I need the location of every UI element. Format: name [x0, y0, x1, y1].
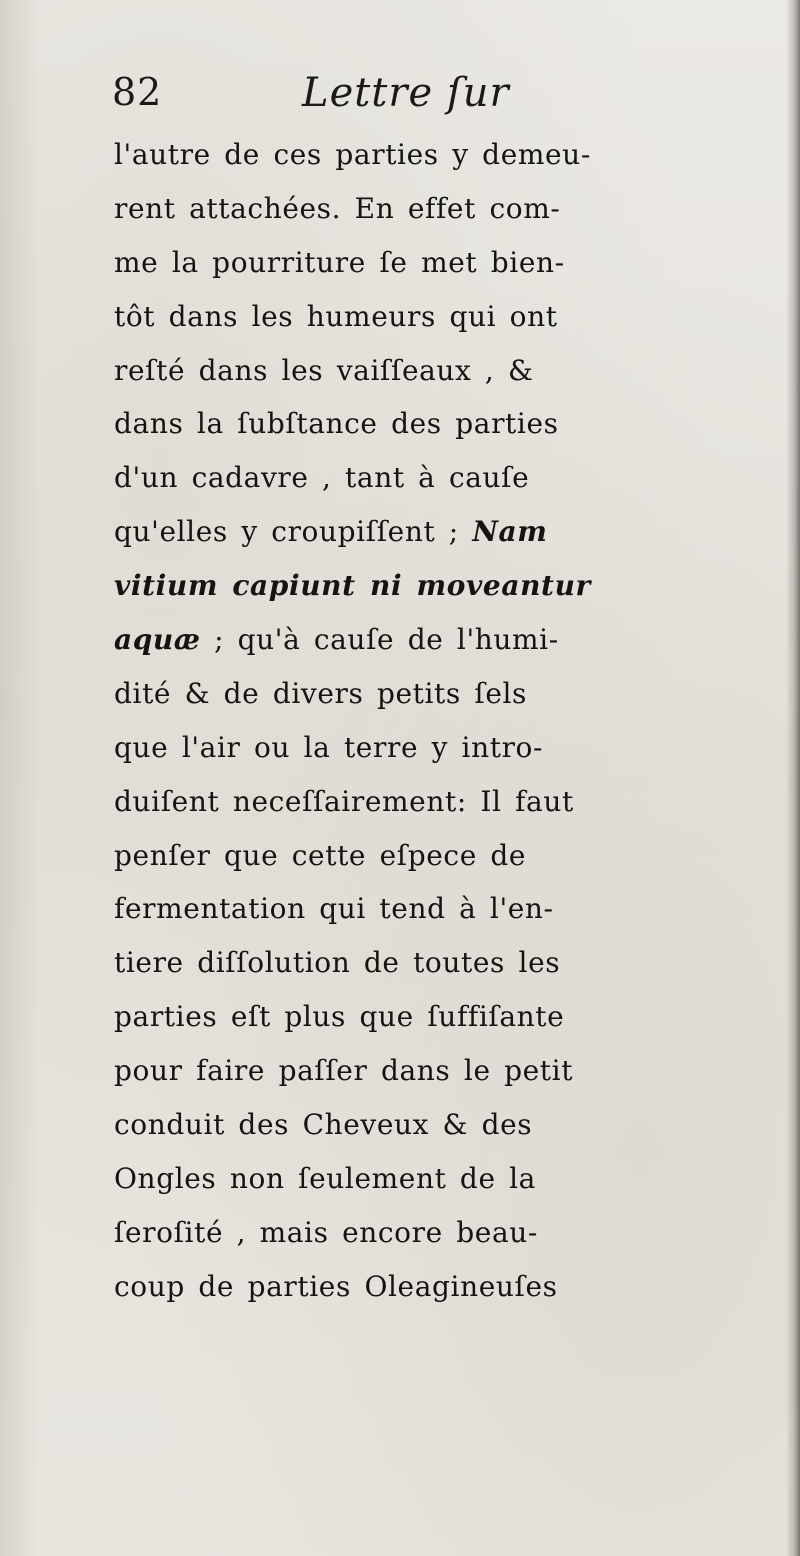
running-head: Lettre ſur — [302, 70, 510, 116]
text-line: Ongles non ſeulement de la — [114, 1161, 536, 1195]
text-line: reſté dans les vaiſſeaux , & — [114, 353, 534, 387]
text-line: d'un cadavre , tant à cauſe — [114, 461, 530, 495]
text-line: pour faire paſſer dans le petit — [114, 1054, 574, 1088]
text-line: duiſent neceſſairement: Il faut — [114, 784, 574, 818]
latin-quote: vitium capiunt ni moveantur — [114, 569, 591, 603]
text-line — [114, 559, 798, 613]
page-header — [112, 70, 672, 126]
text-line: penſer que cette eſpece de — [114, 838, 527, 872]
latin-quote: aquæ — [114, 623, 201, 657]
text-line: l'autre de ces parties y demeu- — [114, 138, 591, 171]
page-left-shading — [0, 0, 40, 1556]
latin-quote: Nam — [472, 515, 548, 549]
text-line: qu'elles y croupiſſent ; Nam — [114, 515, 548, 549]
text-line: tôt dans les humeurs qui ont — [114, 299, 558, 333]
text-line: tiere diſſolution de toutes les — [114, 946, 561, 980]
page-number: 82 — [112, 70, 163, 114]
text-line: ſeroſité , mais encore beau- — [114, 1215, 538, 1249]
text-line: dans la ſubſtance des parties — [114, 407, 559, 441]
text-line: parties eſt plus que ſuffiſante — [114, 1000, 565, 1034]
text-line: aquæ ; qu'à cauſe de l'humi- — [114, 623, 559, 657]
text-line: coup de parties Oleagineuſes — [114, 1269, 558, 1303]
text-line: fermentation qui tend à l'en- — [114, 892, 554, 926]
text-line: me la pourriture ſe met bien- — [114, 245, 565, 279]
text-line: que l'air ou la terre y intro- — [114, 730, 544, 764]
text-line: dité & de divers petits ſels — [114, 676, 528, 710]
text-line: conduit des Cheveux & des — [114, 1108, 533, 1142]
text-line: rent attachées. En effet com- — [114, 191, 561, 225]
body-text — [114, 128, 798, 1314]
